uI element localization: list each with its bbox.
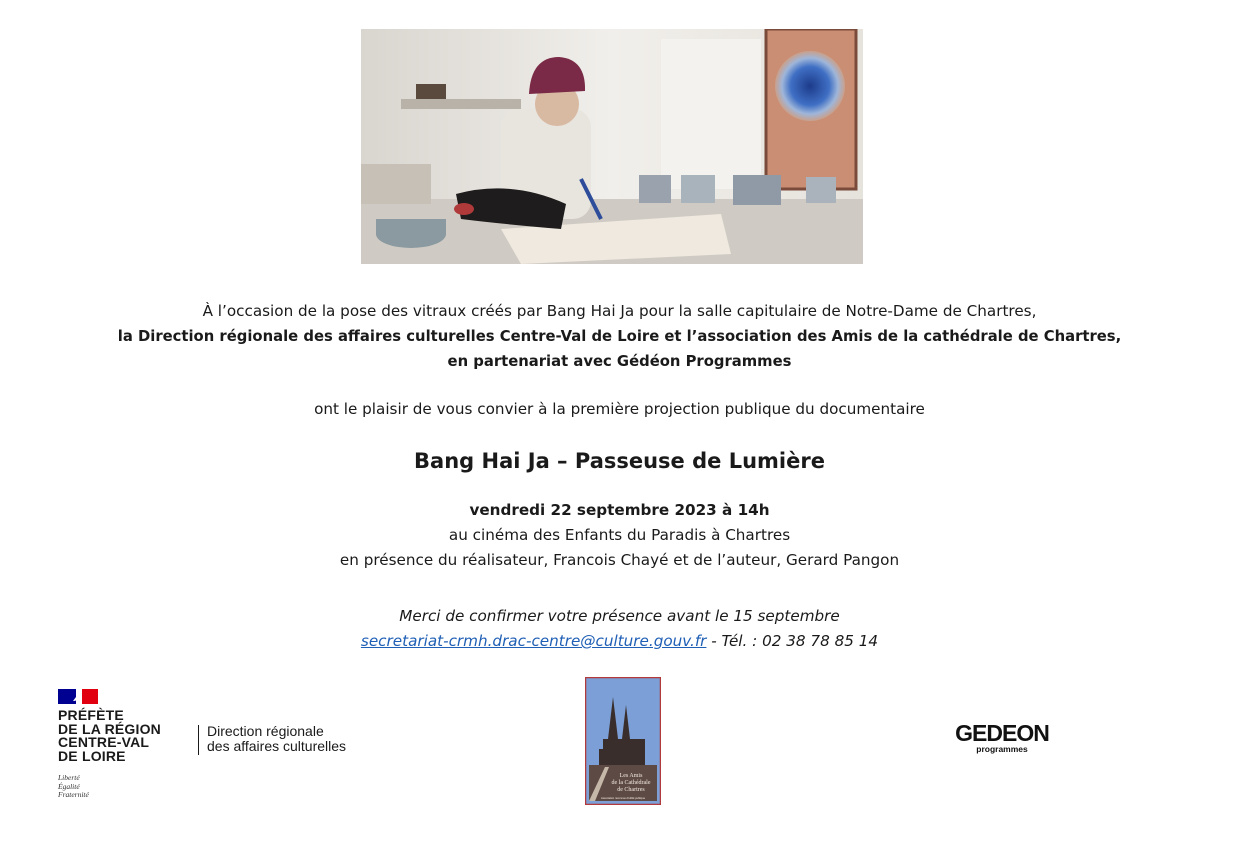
prefecture-line: DE LA RÉGION xyxy=(58,720,161,737)
amis-cathedrale-logo xyxy=(585,677,661,805)
drac-line: Direction régionale xyxy=(207,723,324,739)
prefecture-line: DE LOIRE xyxy=(58,747,126,764)
republic-motto xyxy=(58,774,89,800)
motto-line: Égalité xyxy=(58,781,80,791)
amis-name-line: de la Cathédrale xyxy=(611,780,651,786)
event-guests: en présence du réalisateur, Francois Chayé et de l’auteur, Gerard Pangon xyxy=(339,551,900,569)
rsvp-contact xyxy=(0,629,1239,654)
intro-line-3: en partenariat avec Gédéon Programmes xyxy=(447,353,792,370)
drac-name xyxy=(207,724,346,754)
prefecture-name xyxy=(58,709,161,763)
prefecture-line: PRÉFÈTE xyxy=(58,707,124,723)
film-title xyxy=(0,446,1239,476)
rsvp-email-link[interactable]: secretariat-crmh.drac-centre@culture.gouv.fr xyxy=(360,632,707,650)
prefecture-line: CENTRE-VAL xyxy=(58,734,150,750)
rsvp-text: Merci de confirmer votre présence avant le 15 septembre xyxy=(399,607,840,625)
motto-line: Liberté xyxy=(58,773,80,782)
artist-photo xyxy=(361,29,863,264)
gedeon-logo xyxy=(946,721,1058,754)
amis-tagline: Association reconnue d'utilité publique xyxy=(600,797,646,800)
event-date: vendredi 22 septembre 2023 à 14h xyxy=(469,501,770,519)
amis-name-line: de Chartres xyxy=(617,787,645,793)
motto-line: Fraternité xyxy=(58,790,89,799)
marianne-flag-icon xyxy=(58,689,98,704)
invitation-line xyxy=(0,397,1239,422)
prefecture-logo xyxy=(58,689,388,809)
intro-line-1: À l’occasion de la pose des vitraux créés par Bang Hai Ja pour la salle capitulaire de Notre-Dame de Chartres, xyxy=(202,302,1037,320)
gedeon-name: GEDEON xyxy=(955,720,1049,746)
intro-line-2: la Direction régionale des affaires culturelles Centre-Val de Loire et l’association des Amis de la cathédrale de Chartres, xyxy=(117,328,1122,345)
amis-name-line: Les Amis xyxy=(619,773,643,779)
invitation-text: ont le plaisir de vous convier à la première projection publique du documentaire xyxy=(314,400,925,418)
event-venue: au cinéma des Enfants du Paradis à Chartres xyxy=(448,526,791,544)
rsvp-phone: - Tél. : 02 38 78 85 14 xyxy=(706,632,879,650)
gedeon-sub: programmes xyxy=(976,744,1028,754)
intro-block xyxy=(0,299,1239,374)
film-title-text: Bang Hai Ja – Passeuse de Lumière xyxy=(414,449,825,473)
logo-divider xyxy=(198,725,199,755)
rsvp-block xyxy=(0,604,1239,654)
drac-line: des affaires culturelles xyxy=(207,738,347,754)
event-details xyxy=(0,498,1239,573)
